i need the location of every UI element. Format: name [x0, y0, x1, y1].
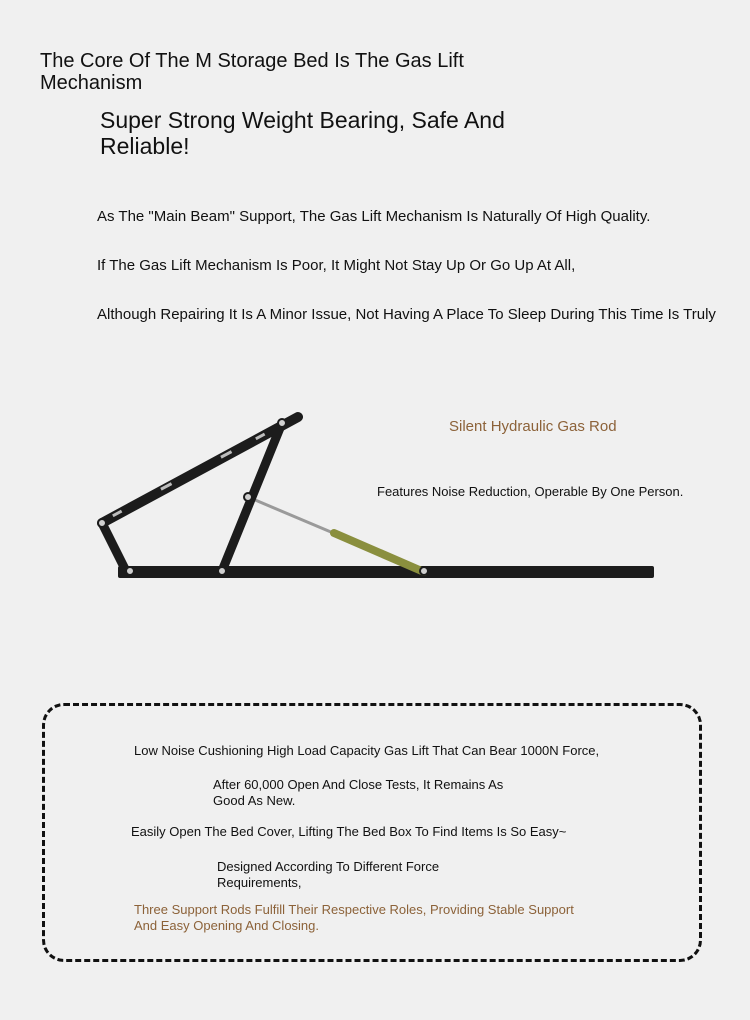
gas-rod-piston	[248, 497, 338, 535]
base-rail	[118, 566, 654, 578]
pivot-bolt	[126, 567, 134, 575]
summary-line-5-highlight: Three Support Rods Fulfill Their Respective Roles, Providing Stable Support And Easy Opening And Closing.	[134, 902, 574, 933]
pivot-bolt	[218, 567, 226, 575]
page-subtitle: Super Strong Weight Bearing, Safe And Reliable!	[100, 107, 505, 159]
intro-line-1: As The "Main Beam" Support, The Gas Lift Mechanism Is Naturally Of High Quality.	[97, 208, 651, 225]
page-title: The Core Of The M Storage Bed Is The Gas Lift Mechanism	[40, 50, 464, 94]
pivot-bolt	[278, 419, 286, 427]
pivot-bolt	[420, 567, 428, 575]
summary-line-3: Easily Open The Bed Cover, Lifting The Bed Box To Find Items Is So Easy~	[131, 824, 567, 839]
pivot-bolt	[244, 493, 252, 501]
feature-description: Features Noise Reduction, Operable By One Person.	[377, 484, 684, 499]
intro-line-2: If The Gas Lift Mechanism Is Poor, It Might Not Stay Up Or Go Up At All,	[97, 257, 576, 274]
pivot-bolt	[98, 519, 106, 527]
feature-title: Silent Hydraulic Gas Rod	[449, 418, 617, 435]
summary-line-2: After 60,000 Open And Close Tests, It Remains As Good As New.	[213, 777, 504, 808]
summary-line-1: Low Noise Cushioning High Load Capacity Gas Lift That Can Bear 1000N Force,	[134, 743, 600, 758]
summary-line-4: Designed According To Different Force Requirements,	[217, 859, 440, 890]
intro-line-3: Although Repairing It Is A Minor Issue, Not Having A Place To Sleep During This Time Is Truly	[97, 306, 716, 323]
rear-link-arm	[102, 523, 126, 571]
